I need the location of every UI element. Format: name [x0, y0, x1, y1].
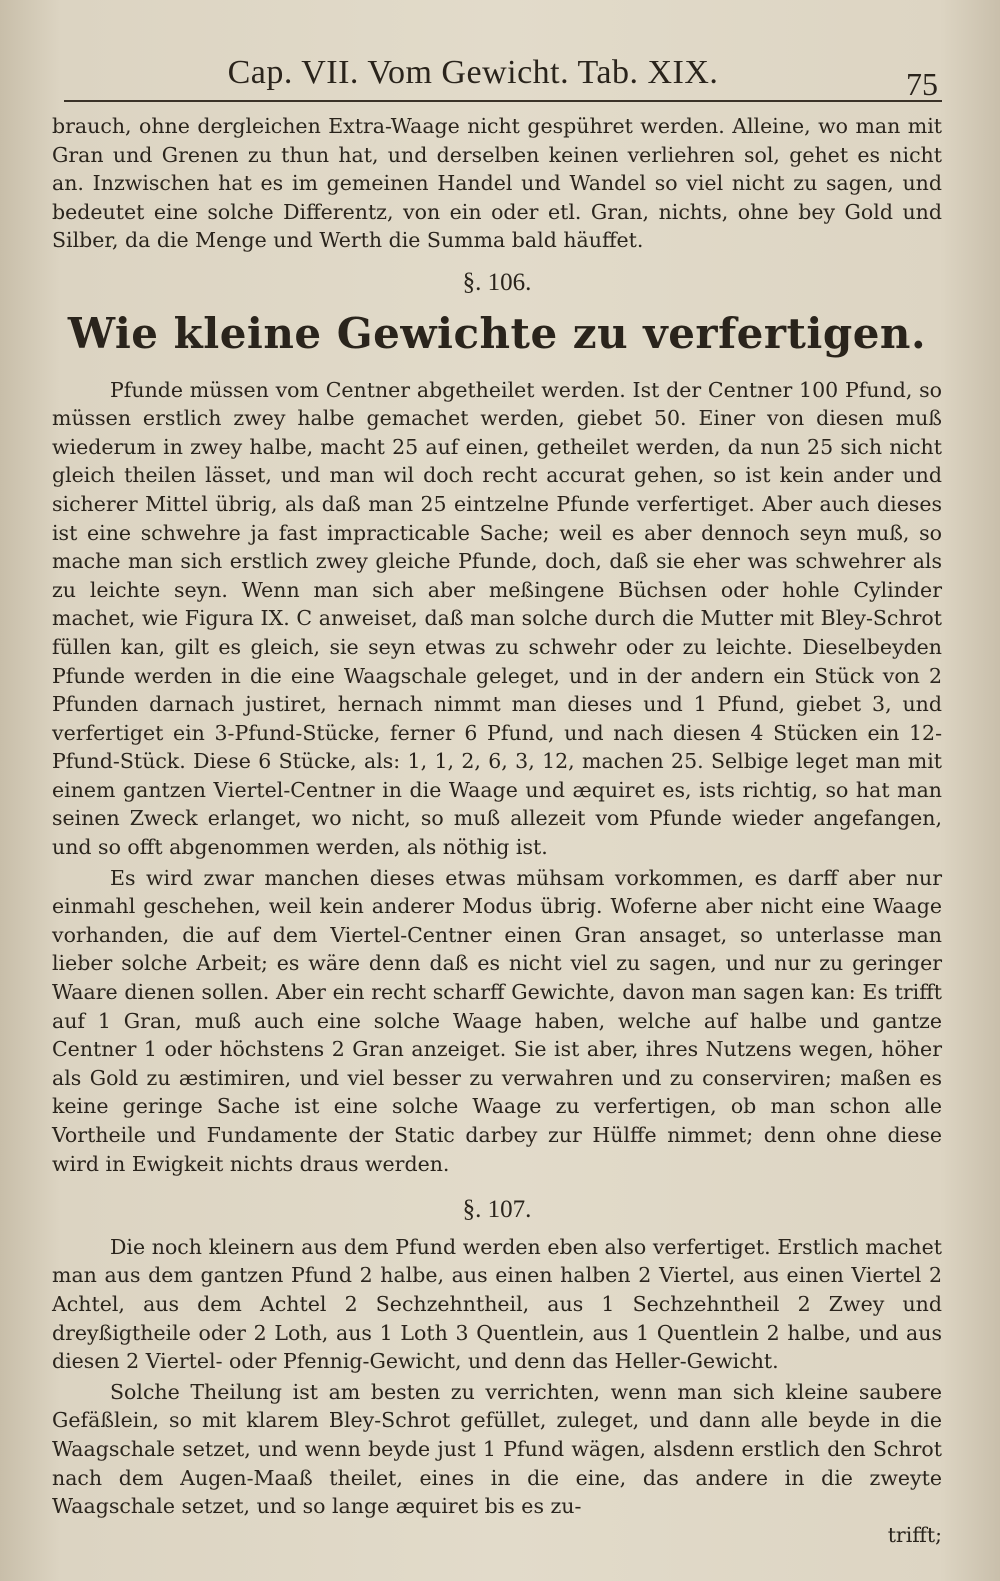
section-106-mark: §. 106.	[462, 268, 532, 296]
intro-paragraph: brauch, ohne dergleichen Extra-Waage nicht gespühret werden. Alleine, wo man mit Gran und Grenen zu thun hat, und derselben keinen verliehren sol, gehet es nicht an. Inzwischen hat es im gemeinen Handel und Wandel so viel nicht zu sagen, und bedeutet eine solche Differentz, von ein oder etl. Gran, nichts, ohne bey Gold und Silber, da die Menge und Werth die Summa bald häuffet.	[52, 114, 942, 253]
running-title: Cap. VII. Vom Gewicht. Tab. XIX.	[227, 54, 719, 91]
catchword: trifft;	[887, 1522, 942, 1547]
section-106-heading: Wie kleine Gewichte zu verfertigen.	[67, 308, 927, 358]
section-107-mark: §. 107.	[462, 1196, 532, 1224]
page-header	[64, 52, 942, 102]
body-text	[52, 112, 942, 1549]
section-107-paragraph-2: Solche Theilung ist am besten zu verrichten, wenn man sich kleine saubere Gefäßlein, so mit klarem Bley-Schrot gefüllet, zuleget, und dann alle beyde in die Waagschale setzet, und wenn beyde just 1 Pfund wägen, alsdenn erstlich den Schrot nach dem Augen-Maaß theilet, eines in die eine, das andere in die zweyte Waagschale setzet, und so lange æquiret bis es zu-	[52, 1379, 942, 1519]
page-number: 75	[906, 66, 938, 102]
section-106-paragraph-1: Pfunde müssen vom Centner abgetheilet werden. Ist der Centner 100 Pfund, so müssen erstlich zwey halbe gemachet werden, giebet 50. Einer von diesen muß wiederum in zwey halbe, macht 25 auf einen, getheilet werden, da nun 25 sich nicht gleich theilen lässet, und man wil doch recht accurat gehen, so ist kein ander und sicherer Mittel übrig, als daß man 25 eintzelne Pfunde verfertiget. Aber auch dieses ist eine schwehre ja fast impracticable Sache; weil es aber dennoch seyn muß, so mache man sich erstlich zwey gleiche Pfunde, doch, daß sie eher was schwehrer als zu leichte seyn. Wenn man sich aber meßingene Büchsen oder hohle Cylinder machet, wie Figura IX. C anweiset, daß man solche durch die Mutter mit Bley-Schrot füllen kan, gilt es gleich, sie seyn etwas zu schwehr oder zu leichte. Dieselbeyden Pfunde werden in die eine Waagschale geleget, und in der andern ein Stück von 2 Pfunden darnach justiret, hernach nimmt man dieses und 1 Pfund, giebet 3, und verfertiget ein 3-Pfund-Stücke, ferner 6 Pfund, und nach diesen 4 Stücken ein 12-Pfund-Stück. Diese 6 Stücke, als: 1, 1, 2, 6, 3, 12, machen 25. Selbige leget man mit einem gantzen Viertel-Centner in die Waage und æquiret es, ists richtig, so hat man seinen Zweck erlanget, wo nicht, so muß allezeit vom Pfunde wieder angefangen, und so offt abgenommen werden, als nöthig ist.	[52, 377, 942, 860]
section-107-paragraph-1: Die noch kleinern aus dem Pfund werden eben also verfertiget. Erstlich machet man aus dem gantzen Pfund 2 halbe, aus einen halben 2 Viertel, aus einen Viertel 2 Achtel, aus dem Achtel 2 Sechzehntheil, aus 1 Sechzehntheil 2 Zwey und dreyßigtheile oder 2 Loth, aus 1 Loth 3 Quentlein, aus 1 Quentlein 2 halbe, und aus diesen 2 Viertel- oder Pfennig-Gewicht, und denn das Heller-Gewicht.	[52, 1234, 942, 1374]
section-106-paragraph-2: Es wird zwar manchen dieses etwas mühsam vorkommen, es darff aber nur einmahl geschehen, weil kein anderer Modus übrig. Woferne aber nicht eine Waage vorhanden, die auf dem Viertel-Centner einen Gran ansaget, so unterlasse man lieber solche Arbeit; es wäre denn daß es nicht viel zu sagen, und nur zu geringer Waare dienen sollen. Aber ein recht scharff Gewichte, davon man sagen kan: Es trifft auf 1 Gran, muß auch eine solche Waage haben, welche auf halbe und gantze Centner 1 oder höchstens 2 Gran anzeiget. Sie ist aber, ihres Nutzens wegen, höher als Gold zu æstimiren, und viel besser zu verwahren und zu conserviren; maßen es keine geringe Sache ist eine solche Waage zu verfertigen, ob man schon alle Vortheile und Fundamente der Static darbey zur Hülffe nimmet; denn ohne diese wird in Ewigkeit nichts draus werden.	[52, 865, 942, 1176]
